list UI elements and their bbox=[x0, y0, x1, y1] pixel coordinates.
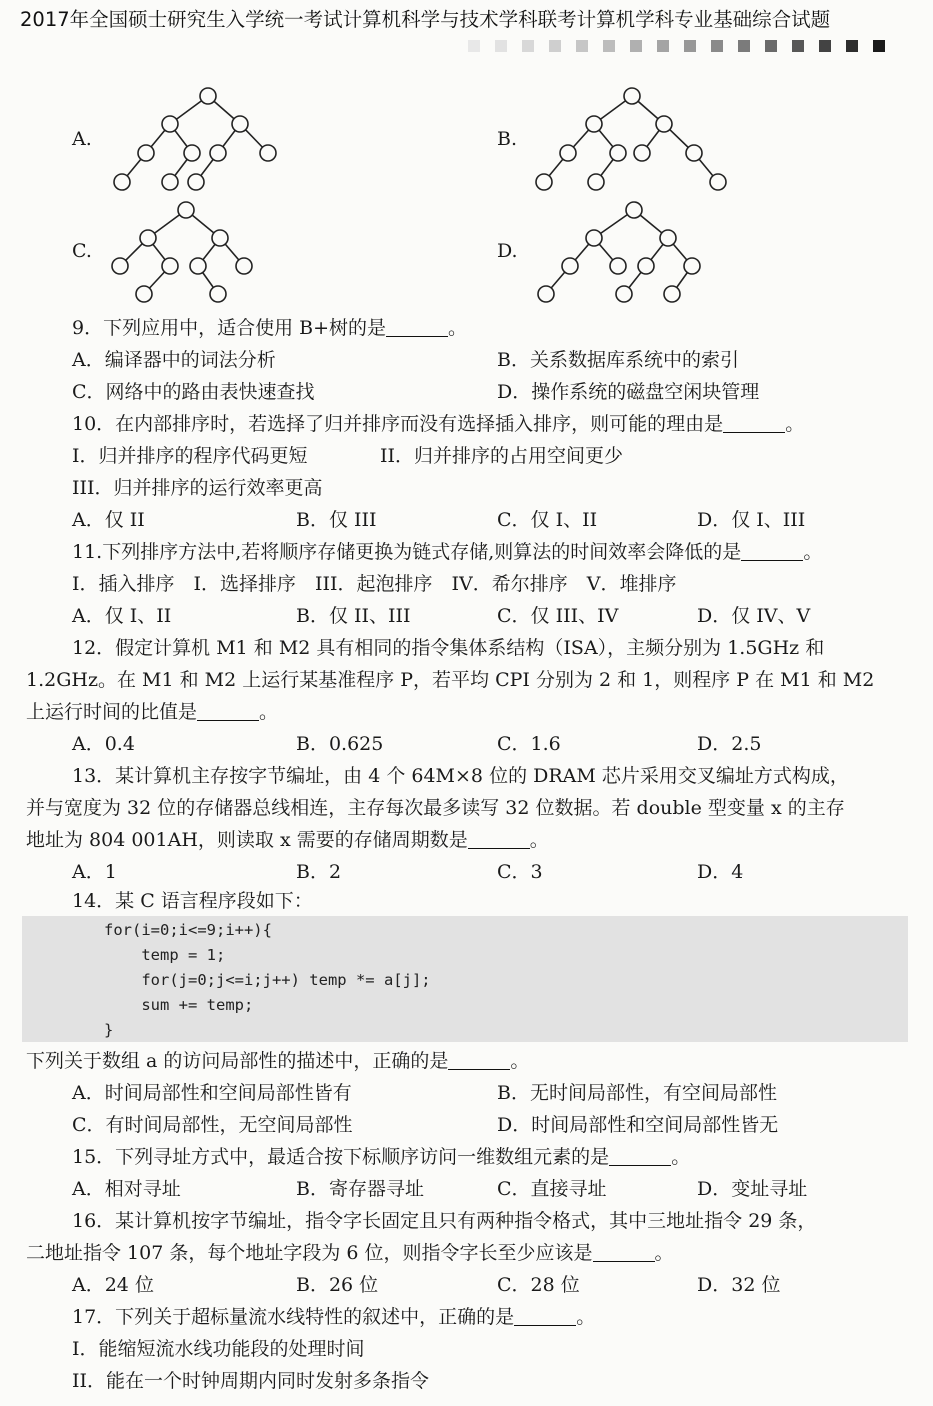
code-line: sum += temp; bbox=[104, 996, 254, 1014]
tree-options bbox=[0, 70, 933, 310]
q14-option-a: A．时间局部性和空间局部性皆有 bbox=[72, 1082, 352, 1104]
q10-statement-i: I．归并排序的程序代码更短 bbox=[72, 445, 308, 467]
q17-statement-ii: II．能在一个时钟周期内同时发射多条指令 bbox=[72, 1370, 430, 1392]
binary-tree-d bbox=[522, 188, 742, 308]
q15-option-d: D．变址寻址 bbox=[697, 1178, 808, 1200]
answer-blank bbox=[197, 702, 259, 721]
q16-option-d: D．32 位 bbox=[697, 1274, 781, 1296]
header-bar-square bbox=[657, 40, 669, 52]
q10-statement-iii: III．归并排序的运行效率更高 bbox=[72, 477, 323, 499]
header-bar-square bbox=[873, 40, 885, 52]
header-bar-square bbox=[495, 40, 507, 52]
header-bar-square bbox=[468, 40, 480, 52]
header-bar-square bbox=[576, 40, 588, 52]
header-bar-square bbox=[765, 40, 777, 52]
code-line: temp = 1; bbox=[104, 946, 226, 964]
q12-option-b: B．0.625 bbox=[296, 733, 384, 755]
answer-blank bbox=[741, 542, 803, 561]
q13-option-d: D．4 bbox=[697, 861, 744, 883]
q14-option-c: C．有时间局部性，无空间局部性 bbox=[72, 1114, 353, 1136]
header-bar-square bbox=[684, 40, 696, 52]
exam-title: 2017年全国硕士研究生入学统一考试计算机科学与技术学科联考计算机学科专业基础综合试题 bbox=[20, 8, 831, 31]
header-bar-square bbox=[846, 40, 858, 52]
q9-option-a: A．编译器中的词法分析 bbox=[72, 349, 276, 371]
q13-option-c: C．3 bbox=[497, 861, 543, 883]
header-bar-square bbox=[738, 40, 750, 52]
answer-blank bbox=[514, 1307, 576, 1326]
q14-option-d: D．时间局部性和空间局部性皆无 bbox=[497, 1114, 779, 1136]
q12-option-a: A．0.4 bbox=[72, 733, 135, 755]
answer-blank bbox=[593, 1243, 655, 1262]
code-block bbox=[22, 916, 908, 1042]
q10-option-d: D．仅 I、III bbox=[697, 509, 806, 531]
q15-option-c: C．直接寻址 bbox=[497, 1178, 607, 1200]
q16-option-a: A．24 位 bbox=[72, 1274, 154, 1296]
binary-tree-c bbox=[100, 188, 300, 308]
header-bar-square bbox=[603, 40, 615, 52]
tree-option-b-label: B. bbox=[497, 128, 518, 150]
tree-option-d-label: D. bbox=[497, 240, 518, 262]
tree-option-a-label: A. bbox=[72, 128, 92, 150]
q13-option-b: B．2 bbox=[296, 861, 342, 883]
q9-option-d: D．操作系统的磁盘空闲块管理 bbox=[497, 381, 760, 403]
q14-option-b: B．无时间局部性，有空间局部性 bbox=[497, 1082, 777, 1104]
answer-blank bbox=[386, 318, 448, 337]
q12-option-c: C．1.6 bbox=[497, 733, 561, 755]
header-bar-square bbox=[522, 40, 534, 52]
q10-option-b: B．仅 III bbox=[296, 509, 377, 531]
page-header bbox=[0, 0, 933, 62]
header-bar-square bbox=[630, 40, 642, 52]
q9-option-c: C．网络中的路由表快速查找 bbox=[72, 381, 315, 403]
q17-statement-i: I．能缩短流水线功能段的处理时间 bbox=[72, 1338, 365, 1360]
header-bar-square bbox=[549, 40, 561, 52]
header-bar-square bbox=[711, 40, 723, 52]
answer-blank bbox=[609, 1147, 671, 1166]
q16-option-b: B．26 位 bbox=[296, 1274, 379, 1296]
answer-blank bbox=[723, 414, 785, 433]
q9-option-b: B．关系数据库系统中的索引 bbox=[497, 349, 739, 371]
code-line: for(j=0;j<=i;j++) temp *= a[j]; bbox=[104, 971, 431, 989]
q11-option-d: D．仅 IV、V bbox=[697, 605, 811, 627]
q15-option-b: B．寄存器寻址 bbox=[296, 1178, 424, 1200]
q16-option-c: C．28 位 bbox=[497, 1274, 580, 1296]
binary-tree-b bbox=[522, 70, 742, 190]
code-line: for(i=0;i<=9;i++){ bbox=[104, 921, 272, 939]
tree-option-c-label: C. bbox=[72, 240, 92, 262]
q11-option-b: B．仅 II、III bbox=[296, 605, 411, 627]
answer-blank bbox=[468, 830, 530, 849]
binary-tree-a bbox=[100, 70, 300, 190]
q11-option-a: A．仅 I、II bbox=[72, 605, 172, 627]
q15-option-a: A．相对寻址 bbox=[72, 1178, 181, 1200]
code-line: } bbox=[104, 1021, 114, 1039]
q12-option-d: D．2.5 bbox=[697, 733, 762, 755]
q10-statement-ii: II．归并排序的占用空间更少 bbox=[380, 445, 624, 467]
q10-option-c: C．仅 I、II bbox=[497, 509, 598, 531]
q11-option-c: C．仅 III、IV bbox=[497, 605, 619, 627]
header-bar-square bbox=[792, 40, 804, 52]
answer-blank bbox=[448, 1051, 510, 1070]
q10-option-a: A．仅 II bbox=[72, 509, 145, 531]
q13-option-a: A．1 bbox=[72, 861, 117, 883]
header-bar-square bbox=[819, 40, 831, 52]
